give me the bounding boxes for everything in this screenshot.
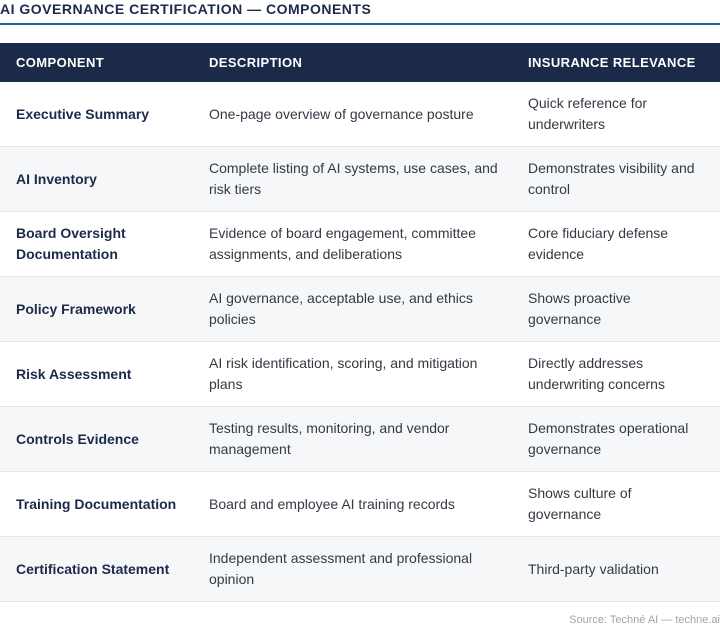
- relevance-cell: Core fiduciary defense evidence: [528, 225, 669, 262]
- column-header-description: DESCRIPTION: [209, 55, 303, 70]
- description-cell: Board and employee AI training records: [209, 495, 455, 512]
- component-cell: Policy Framework: [16, 300, 136, 317]
- table-row: [0, 472, 720, 537]
- relevance-cell: Demonstrates visibility and control: [528, 160, 695, 197]
- table-row: [0, 342, 720, 407]
- relevance-cell: Third-party validation: [528, 560, 659, 577]
- relevance-cell: Shows proactive governance: [528, 290, 631, 327]
- description-cell: AI risk identification, scoring, and mitigation plans: [209, 355, 478, 392]
- title-divider: [0, 23, 720, 25]
- table-row: [0, 82, 720, 147]
- component-cell: Risk Assessment: [16, 365, 132, 382]
- relevance-cell: Shows culture of governance: [528, 485, 632, 522]
- table-row: [0, 407, 720, 472]
- table-header: [0, 43, 720, 82]
- description-cell: Testing results, monitoring, and vendor management: [209, 420, 450, 457]
- component-cell: Certification Statement: [16, 560, 170, 577]
- column-header-insurance-relevance: INSURANCE RELEVANCE: [528, 55, 696, 70]
- component-cell: Board Oversight Documentation: [16, 225, 126, 262]
- relevance-cell: Quick reference for underwriters: [528, 95, 648, 132]
- component-cell: Training Documentation: [16, 495, 177, 512]
- description-cell: One-page overview of governance posture: [209, 105, 474, 122]
- description-cell: Complete listing of AI systems, use cases, and risk tiers: [209, 160, 498, 197]
- description-cell: AI governance, acceptable use, and ethics policies: [209, 290, 473, 327]
- page-title: AI GOVERNANCE CERTIFICATION — COMPONENTS: [0, 1, 372, 17]
- description-cell: Independent assessment and professional opinion: [209, 550, 473, 587]
- component-cell: AI Inventory: [16, 170, 97, 187]
- relevance-cell: Directly addresses underwriting concerns: [528, 355, 665, 392]
- relevance-cell: Demonstrates operational governance: [528, 420, 689, 457]
- column-header-component: COMPONENT: [16, 55, 105, 70]
- component-cell: Controls Evidence: [16, 430, 139, 447]
- table-row: [0, 277, 720, 342]
- component-cell: Executive Summary: [16, 105, 150, 122]
- source-credit: Source: Techné AI — techne.ai: [569, 614, 720, 626]
- description-cell: Evidence of board engagement, committee assignments, and deliberations: [209, 225, 476, 262]
- table-row: [0, 212, 720, 277]
- table-row: [0, 147, 720, 212]
- components-table: [0, 43, 720, 602]
- table-row: [0, 537, 720, 602]
